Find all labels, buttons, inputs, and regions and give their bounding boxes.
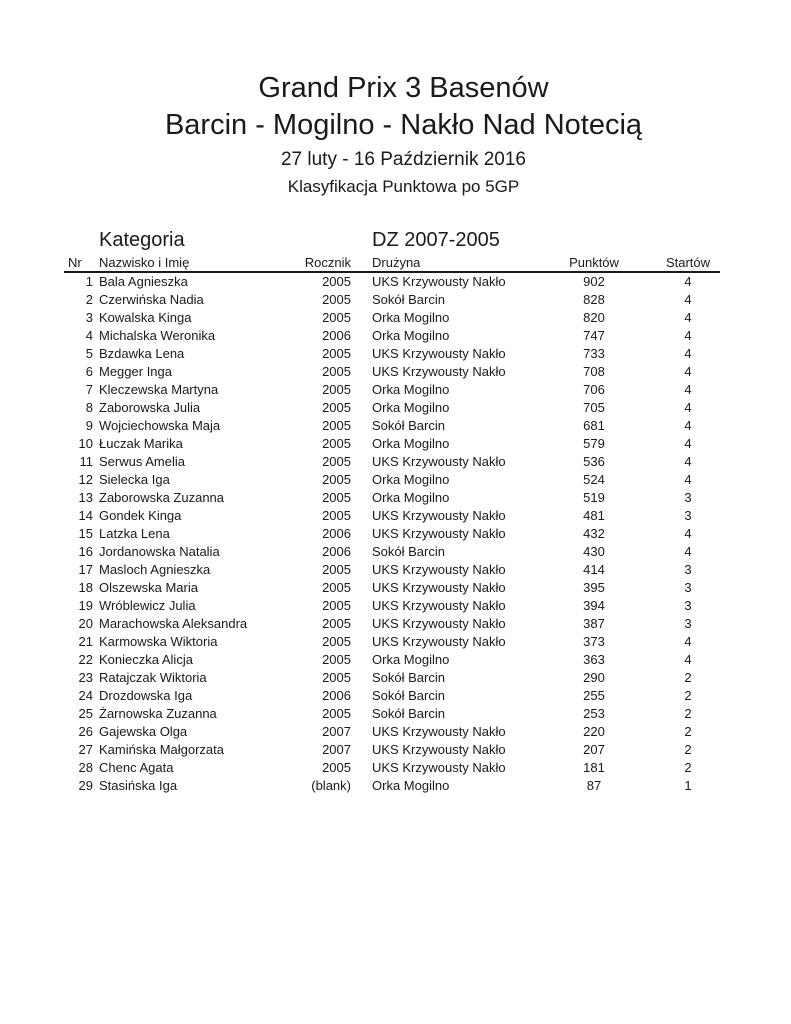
- row-nr: 6: [85, 364, 93, 379]
- row-nr: 16: [78, 544, 93, 559]
- row-points: 87: [586, 778, 602, 793]
- row-year: 2005: [322, 616, 351, 631]
- row-team: UKS Krzywousty Nakło: [372, 346, 506, 361]
- row-name: Jordanowska Natalia: [99, 544, 220, 559]
- row-starts: 4: [684, 292, 692, 307]
- row-year: 2007: [322, 742, 351, 757]
- row-name: Megger Inga: [99, 364, 172, 379]
- table-row: [64, 453, 720, 471]
- table-row: [64, 597, 720, 615]
- row-nr: 17: [78, 562, 93, 577]
- row-starts: 2: [684, 742, 692, 757]
- column-header-starts: Startów: [665, 255, 711, 270]
- row-team: Sokół Barcin: [372, 670, 445, 685]
- table-row: [64, 489, 720, 507]
- row-points: 220: [583, 724, 605, 739]
- row-team: UKS Krzywousty Nakło: [372, 562, 506, 577]
- row-year: 2005: [322, 310, 351, 325]
- table-row: [64, 741, 720, 759]
- row-nr: 28: [78, 760, 93, 775]
- row-points: 255: [583, 688, 605, 703]
- row-name: Ratajczak Wiktoria: [99, 670, 207, 685]
- row-name: Marachowska Aleksandra: [99, 616, 248, 631]
- row-year: 2006: [322, 328, 351, 343]
- row-nr: 8: [85, 400, 93, 415]
- row-points: 705: [583, 400, 605, 415]
- row-starts: 2: [684, 706, 692, 721]
- table-row: [64, 651, 720, 669]
- row-points: 253: [583, 706, 605, 721]
- row-nr: 18: [78, 580, 93, 595]
- row-nr: 26: [78, 724, 93, 739]
- row-year: (blank): [311, 778, 351, 793]
- table-row: [64, 705, 720, 723]
- row-starts: 3: [684, 508, 692, 523]
- row-team: Orka Mogilno: [372, 310, 450, 325]
- row-points: 432: [583, 526, 605, 541]
- row-starts: 4: [684, 274, 692, 289]
- row-starts: 4: [684, 436, 692, 451]
- row-starts: 2: [684, 670, 692, 685]
- row-starts: 2: [684, 760, 692, 775]
- table-row: [64, 723, 720, 741]
- row-points: 579: [583, 436, 605, 451]
- row-name: Kleczewska Martyna: [99, 382, 219, 397]
- row-year: 2006: [322, 526, 351, 541]
- row-points: 290: [583, 670, 605, 685]
- row-name: Zaborowska Julia: [99, 400, 201, 415]
- row-nr: 4: [85, 328, 93, 343]
- row-nr: 25: [78, 706, 93, 721]
- document-header: [0, 70, 791, 199]
- row-year: 2005: [322, 760, 351, 775]
- row-name: Stasińska Iga: [99, 778, 178, 793]
- row-starts: 4: [684, 346, 692, 361]
- column-header-nr: Nr: [68, 255, 82, 270]
- row-name: Kowalska Kinga: [99, 310, 192, 325]
- table-row: [64, 777, 720, 795]
- table-row: [64, 363, 720, 381]
- row-starts: 4: [684, 544, 692, 559]
- row-year: 2005: [322, 400, 351, 415]
- row-year: 2005: [322, 670, 351, 685]
- row-nr: 7: [85, 382, 93, 397]
- row-team: Orka Mogilno: [372, 490, 450, 505]
- row-nr: 3: [85, 310, 93, 325]
- row-team: UKS Krzywousty Nakło: [372, 274, 506, 289]
- row-team: Orka Mogilno: [372, 400, 450, 415]
- row-year: 2005: [322, 562, 351, 577]
- table-row: [64, 561, 720, 579]
- results-table: [64, 255, 720, 795]
- table-row: [64, 687, 720, 705]
- row-points: 430: [583, 544, 605, 559]
- document-subtitle: Klasyfikacja Punktowa po 5GP: [287, 177, 520, 196]
- row-year: 2006: [322, 544, 351, 559]
- table-row: [64, 309, 720, 327]
- row-team: Orka Mogilno: [372, 436, 450, 451]
- row-year: 2005: [322, 346, 351, 361]
- row-nr: 24: [78, 688, 93, 703]
- row-year: 2005: [322, 706, 351, 721]
- row-starts: 4: [684, 310, 692, 325]
- row-nr: 9: [85, 418, 93, 433]
- row-nr: 15: [78, 526, 93, 541]
- row-nr: 22: [78, 652, 93, 667]
- row-team: Sokół Barcin: [372, 706, 445, 721]
- row-starts: 3: [684, 580, 692, 595]
- column-header-team: Drużyna: [372, 255, 421, 270]
- row-points: 363: [583, 652, 605, 667]
- table-row: [64, 759, 720, 777]
- row-starts: 2: [684, 688, 692, 703]
- table-body: [64, 273, 720, 795]
- row-year: 2005: [322, 490, 351, 505]
- row-starts: 3: [684, 598, 692, 613]
- row-year: 2005: [322, 598, 351, 613]
- row-team: Orka Mogilno: [372, 652, 450, 667]
- row-points: 414: [583, 562, 605, 577]
- row-name: Serwus Amelia: [99, 454, 185, 469]
- row-name: Czerwińska Nadia: [99, 292, 204, 307]
- row-year: 2005: [322, 292, 351, 307]
- row-starts: 4: [684, 418, 692, 433]
- row-points: 387: [583, 616, 605, 631]
- document-title: Grand Prix 3 Basenów: [258, 72, 549, 104]
- row-team: Sokół Barcin: [372, 292, 445, 307]
- category-value: DZ 2007-2005: [372, 229, 500, 251]
- table-row: [64, 327, 720, 345]
- row-name: Zaborowska Zuzanna: [99, 490, 225, 505]
- row-points: 902: [583, 274, 605, 289]
- table-row: [64, 273, 720, 291]
- row-points: 828: [583, 292, 605, 307]
- row-team: Orka Mogilno: [372, 328, 450, 343]
- row-year: 2007: [322, 724, 351, 739]
- row-team: UKS Krzywousty Nakło: [372, 760, 506, 775]
- row-nr: 19: [78, 598, 93, 613]
- row-name: Konieczka Alicja: [99, 652, 193, 667]
- row-name: Karmowska Wiktoria: [99, 634, 218, 649]
- row-points: 394: [583, 598, 605, 613]
- row-points: 681: [583, 418, 605, 433]
- row-team: Orka Mogilno: [372, 382, 450, 397]
- row-team: UKS Krzywousty Nakło: [372, 454, 506, 469]
- row-points: 536: [583, 454, 605, 469]
- row-team: UKS Krzywousty Nakło: [372, 598, 506, 613]
- row-starts: 4: [684, 328, 692, 343]
- row-year: 2005: [322, 436, 351, 451]
- row-year: 2005: [322, 274, 351, 289]
- row-name: Wróblewicz Julia: [99, 598, 196, 613]
- row-name: Żarnowska Zuzanna: [99, 706, 217, 721]
- row-starts: 2: [684, 724, 692, 739]
- document-dates: 27 luty - 16 Październik 2016: [280, 149, 527, 170]
- table-row: [64, 633, 720, 651]
- row-name: Bzdawka Lena: [99, 346, 185, 361]
- row-year: 2005: [322, 634, 351, 649]
- table-row: [64, 381, 720, 399]
- table-header-row: [64, 255, 720, 273]
- row-nr: 10: [78, 436, 93, 451]
- row-name: Drozdowska Iga: [99, 688, 193, 703]
- row-nr: 2: [85, 292, 93, 307]
- row-points: 706: [583, 382, 605, 397]
- row-points: 373: [583, 634, 605, 649]
- row-team: Orka Mogilno: [372, 472, 450, 487]
- row-nr: 20: [78, 616, 93, 631]
- row-team: Sokół Barcin: [372, 688, 445, 703]
- row-nr: 23: [78, 670, 93, 685]
- row-starts: 4: [684, 472, 692, 487]
- row-points: 733: [583, 346, 605, 361]
- row-year: 2005: [322, 508, 351, 523]
- column-header-name: Nazwisko i Imię: [99, 255, 190, 270]
- row-team: Orka Mogilno: [372, 778, 450, 793]
- row-nr: 12: [78, 472, 93, 487]
- row-points: 207: [583, 742, 605, 757]
- row-name: Bala Agnieszka: [99, 274, 188, 289]
- row-year: 2005: [322, 652, 351, 667]
- table-row: [64, 669, 720, 687]
- row-year: 2005: [322, 580, 351, 595]
- row-team: UKS Krzywousty Nakło: [372, 724, 506, 739]
- row-points: 820: [583, 310, 605, 325]
- row-name: Kamińska Małgorzata: [99, 742, 224, 757]
- row-starts: 4: [684, 454, 692, 469]
- row-name: Masloch Agnieszka: [99, 562, 211, 577]
- row-name: Latzka Lena: [99, 526, 170, 541]
- row-year: 2006: [322, 688, 351, 703]
- row-starts: 3: [684, 490, 692, 505]
- row-points: 395: [583, 580, 605, 595]
- row-starts: 4: [684, 382, 692, 397]
- row-starts: 4: [684, 634, 692, 649]
- row-team: Sokół Barcin: [372, 544, 445, 559]
- row-nr: 21: [78, 634, 93, 649]
- row-points: 181: [583, 760, 605, 775]
- row-name: Gajewska Olga: [99, 724, 188, 739]
- table-row: [64, 471, 720, 489]
- row-points: 708: [583, 364, 605, 379]
- row-team: UKS Krzywousty Nakło: [372, 526, 506, 541]
- row-nr: 14: [78, 508, 93, 523]
- column-header-points: Punktów: [569, 255, 619, 270]
- table-row: [64, 291, 720, 309]
- row-year: 2005: [322, 364, 351, 379]
- row-name: Łuczak Marika: [99, 436, 183, 451]
- row-starts: 3: [684, 616, 692, 631]
- table-row: [64, 543, 720, 561]
- row-points: 524: [583, 472, 605, 487]
- row-year: 2005: [322, 454, 351, 469]
- table-row: [64, 615, 720, 633]
- row-nr: 11: [79, 454, 93, 469]
- row-starts: 1: [684, 778, 692, 793]
- table-row: [64, 345, 720, 363]
- row-nr: 1: [85, 274, 93, 289]
- row-name: Chenc Agata: [99, 760, 174, 775]
- column-header-year: Rocznik: [304, 255, 351, 270]
- row-nr: 29: [78, 778, 93, 793]
- table-row: [64, 435, 720, 453]
- row-team: Sokół Barcin: [372, 418, 445, 433]
- row-starts: 4: [684, 364, 692, 379]
- row-starts: 4: [684, 400, 692, 415]
- table-row: [64, 417, 720, 435]
- row-name: Olszewska Maria: [99, 580, 198, 595]
- row-team: UKS Krzywousty Nakło: [372, 580, 506, 595]
- document-location: Barcin - Mogilno - Nakło Nad Notecią: [164, 109, 643, 141]
- table-row: [64, 579, 720, 597]
- row-starts: 3: [684, 562, 692, 577]
- row-starts: 4: [684, 652, 692, 667]
- row-team: UKS Krzywousty Nakło: [372, 616, 506, 631]
- category-label: Kategoria: [99, 229, 185, 251]
- row-name: Michalska Weronika: [99, 328, 216, 343]
- row-nr: 13: [78, 490, 93, 505]
- row-points: 519: [583, 490, 605, 505]
- row-name: Wojciechowska Maja: [99, 418, 221, 433]
- row-team: UKS Krzywousty Nakło: [372, 742, 506, 757]
- row-name: Sielecka Iga: [99, 472, 170, 487]
- row-year: 2005: [322, 472, 351, 487]
- row-nr: 27: [78, 742, 93, 757]
- row-starts: 4: [684, 526, 692, 541]
- row-team: UKS Krzywousty Nakło: [372, 508, 506, 523]
- row-points: 481: [583, 508, 605, 523]
- row-year: 2005: [322, 382, 351, 397]
- row-team: UKS Krzywousty Nakło: [372, 364, 506, 379]
- row-nr: 5: [85, 346, 93, 361]
- row-team: UKS Krzywousty Nakło: [372, 634, 506, 649]
- table-row: [64, 525, 720, 543]
- table-row: [64, 507, 720, 525]
- row-year: 2005: [322, 418, 351, 433]
- table-row: [64, 399, 720, 417]
- row-name: Gondek Kinga: [99, 508, 182, 523]
- row-points: 747: [583, 328, 605, 343]
